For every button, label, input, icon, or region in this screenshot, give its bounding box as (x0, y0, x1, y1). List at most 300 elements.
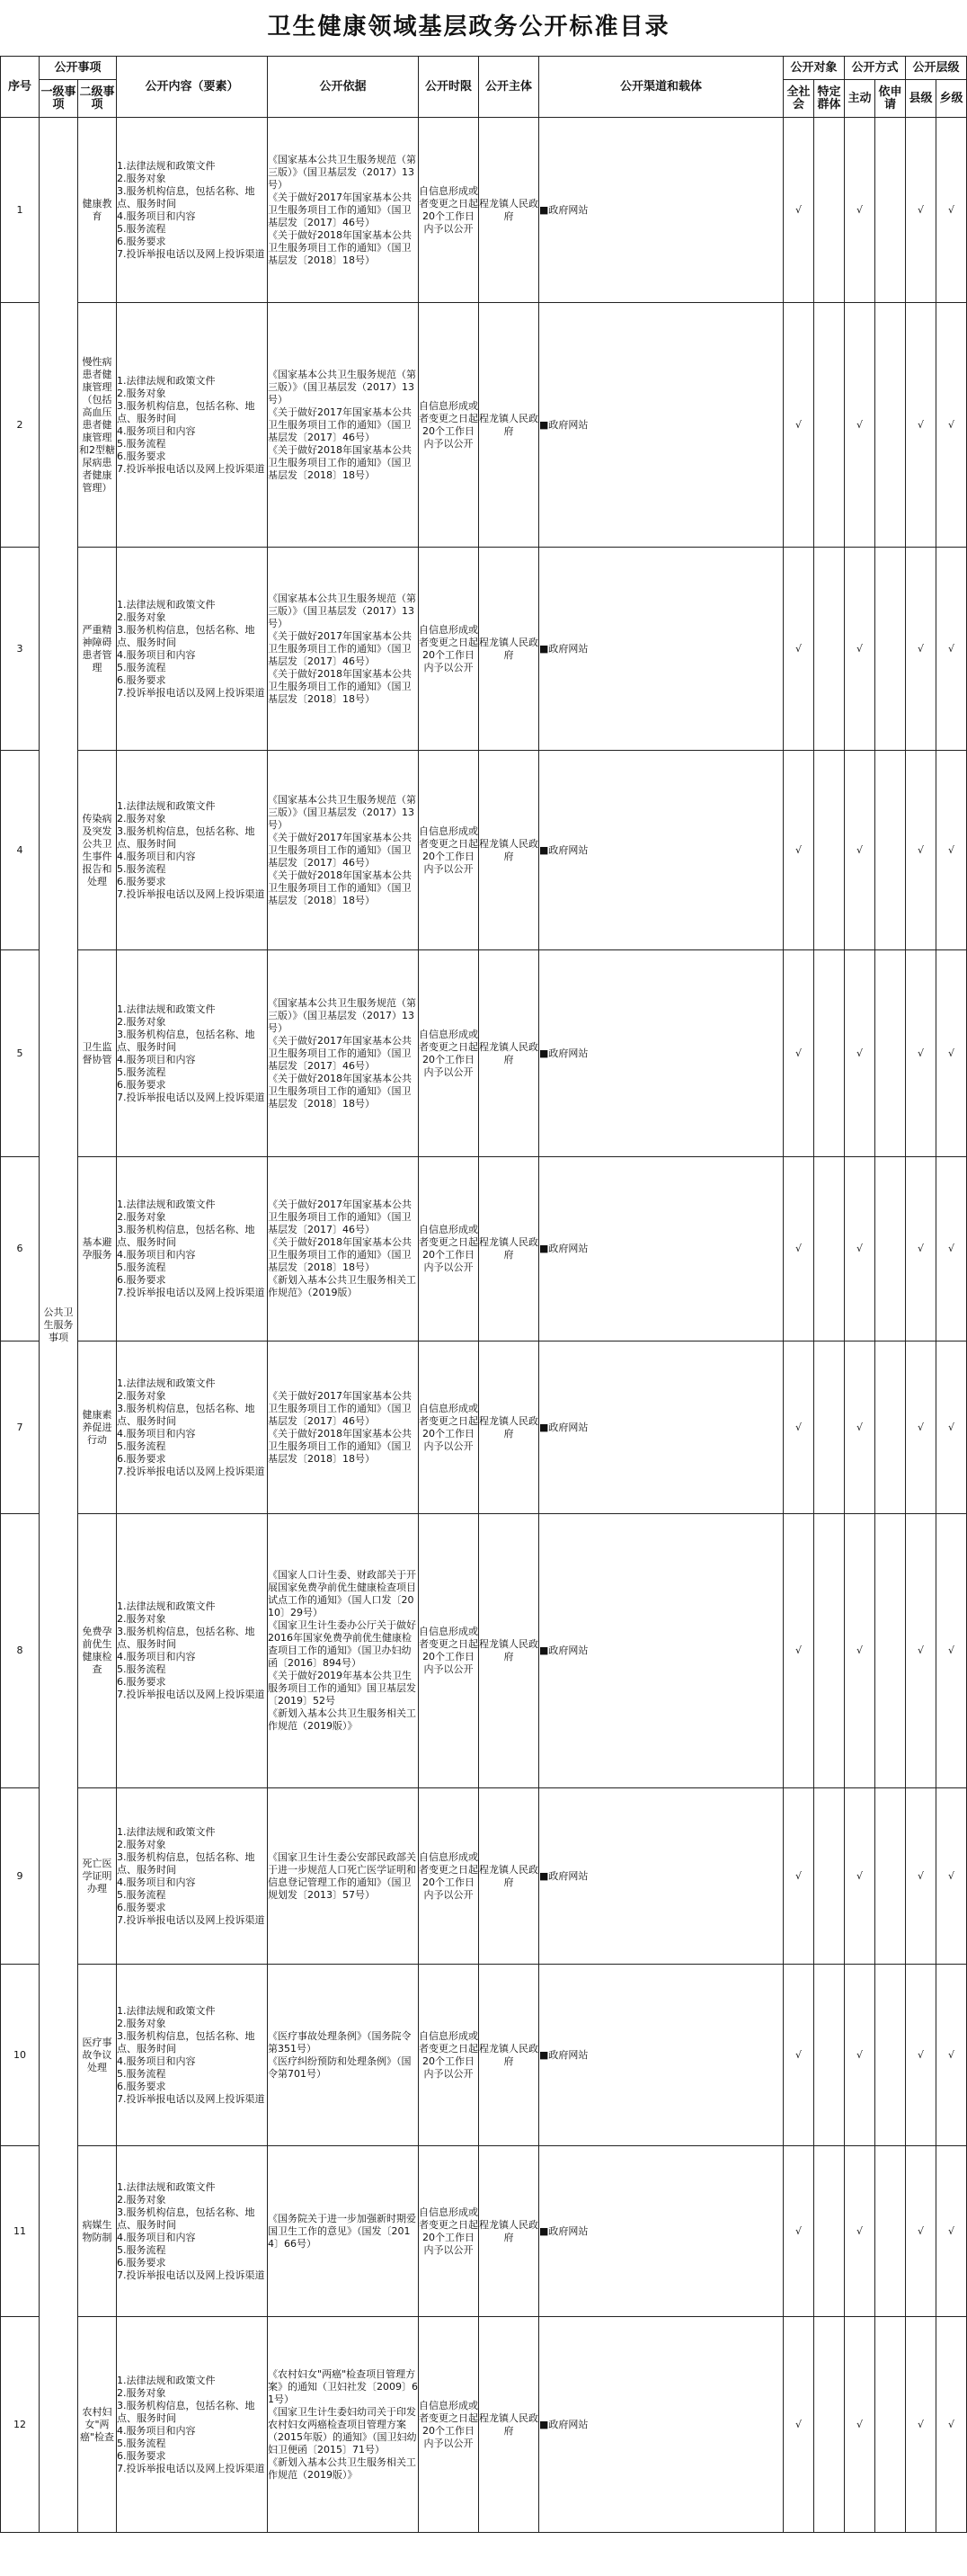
content-cell-line: 6.服务要求 (117, 450, 166, 462)
header-method: 公开方式 (845, 57, 906, 80)
check-target-specific (814, 303, 845, 548)
channel-cell: ■政府网站 (539, 303, 784, 548)
basis-cell (268, 751, 419, 950)
table-body (1, 118, 967, 2533)
content-cell-line: 3.服务机构信息，包括名称、地点、服务时间 (117, 2399, 255, 2424)
check-method-active: √ (845, 303, 875, 548)
check-target-all: √ (784, 751, 814, 950)
check-method-active: √ (845, 2317, 875, 2533)
check-target-all: √ (784, 548, 814, 751)
channel-cell: ■政府网站 (539, 118, 784, 303)
content-cell-line: 5.服务流程 (117, 437, 166, 450)
content-cell-line: 1.法律法规和政策文件 (117, 159, 216, 172)
content-cell-line: 6.服务要求 (117, 235, 166, 247)
content-cell-line: 5.服务流程 (117, 1065, 166, 1078)
check-method-apply (875, 118, 906, 303)
header-method-active: 主动 (845, 80, 875, 118)
check-level-county: √ (906, 1965, 936, 2146)
content-cell-line: 7.投诉举报电话以及网上投诉渠道 (117, 1091, 265, 1103)
content-cell-line: 4.服务项目和内容 (117, 209, 196, 222)
check-target-all: √ (784, 1514, 814, 1788)
check-target-all: √ (784, 118, 814, 303)
table-row (1, 2317, 967, 2533)
basis-cell (268, 2317, 419, 2533)
check-level-town: √ (936, 2146, 967, 2317)
check-target-all: √ (784, 2146, 814, 2317)
content-cell-line: 3.服务机构信息，包括名称、地点、服务时间 (117, 399, 255, 424)
basis-cell (268, 950, 419, 1157)
time-cell: 自信息形成或者变更之日起20个工作日内予以公开 (419, 2146, 479, 2317)
check-target-specific (814, 1341, 845, 1514)
check-method-active: √ (845, 118, 875, 303)
level2-item: 基本避孕服务 (78, 1157, 117, 1341)
check-level-county: √ (906, 1341, 936, 1514)
content-cell-line: 7.投诉举报电话以及网上投诉渠道 (117, 2268, 265, 2281)
check-method-active: √ (845, 751, 875, 950)
row-seq: 8 (1, 1514, 40, 1788)
content-cell-line: 7.投诉举报电话以及网上投诉渠道 (117, 1465, 265, 1477)
basis-cell-line: 《国家人口计生委、财政部关于开展国家免费孕前优生健康检查项目试点工作的通知》（国人口发〔2010〕29号） (268, 1569, 417, 1618)
content-cell-line: 3.服务机构信息，包括名称、地点、服务时间 (117, 1850, 255, 1876)
basis-cell-line: 《关于做好2017年国家基本公共卫生服务项目工作的通知》（国卫基层发〔2017〕46号） (268, 629, 413, 667)
content-cell-line: 3.服务机构信息，包括名称、地点、服务时间 (117, 2029, 255, 2055)
table-row (1, 950, 967, 1157)
check-target-all: √ (784, 1965, 814, 2146)
check-method-apply (875, 303, 906, 548)
row-seq: 9 (1, 1788, 40, 1965)
basis-cell-line: 《医疗纠纷预防和处理条例》（国令第701号） (268, 2055, 412, 2080)
check-level-county: √ (906, 303, 936, 548)
content-cell-line: 1.法律法规和政策文件 (117, 2004, 216, 2017)
basis-cell-line: 《关于做好2017年国家基本公共卫生服务项目工作的通知》（国卫基层发〔2017〕46号） (268, 1389, 413, 1427)
subject-cell: 程龙镇人民政府 (479, 1341, 539, 1514)
basis-cell-line: 《关于做好2017年国家基本公共卫生服务项目工作的通知》（国卫基层发〔2017〕46号） (268, 1199, 413, 1235)
content-cell-line: 5.服务流程 (117, 661, 166, 673)
content-cell (117, 118, 268, 303)
content-cell (117, 548, 268, 751)
content-cell-line: 4.服务项目和内容 (117, 1876, 196, 1888)
content-cell-line: 1.法律法规和政策文件 (117, 598, 216, 611)
content-cell (117, 303, 268, 548)
content-cell-line: 7.投诉举报电话以及网上投诉渠道 (117, 686, 265, 699)
subject-cell: 程龙镇人民政府 (479, 2146, 539, 2317)
content-cell-line: 6.服务要求 (117, 1676, 166, 1688)
subject-cell: 程龙镇人民政府 (479, 1157, 539, 1341)
content-cell-line: 2.服务对象 (117, 1211, 166, 1223)
subject-cell: 程龙镇人民政府 (479, 1965, 539, 2146)
time-cell: 自信息形成或者变更之日起20个工作日内予以公开 (419, 1514, 479, 1788)
time-cell: 自信息形成或者变更之日起20个工作日内予以公开 (419, 1965, 479, 2146)
content-cell-line: 5.服务流程 (117, 1888, 166, 1901)
content-cell-line: 2.服务对象 (117, 1389, 166, 1402)
content-cell-line: 2.服务对象 (117, 1613, 166, 1625)
content-cell-line: 5.服务流程 (117, 2067, 166, 2080)
subject-cell: 程龙镇人民政府 (479, 548, 539, 751)
content-cell (117, 751, 268, 950)
content-cell-line: 2.服务对象 (117, 2386, 166, 2399)
channel-cell: ■政府网站 (539, 2146, 784, 2317)
subject-cell: 程龙镇人民政府 (479, 1788, 539, 1965)
check-method-apply (875, 1965, 906, 2146)
basis-cell-line: 《关于做好2017年国家基本公共卫生服务项目工作的通知》（国卫基层发〔2017〕46号） (268, 1034, 413, 1072)
row-seq: 4 (1, 751, 40, 950)
basis-cell-line: 《国家卫生计生委妇幼司关于印发农村妇女两癌检查项目管理方案（2015年版）的通知》（国卫妇幼妇卫便函〔2015〕71号） (268, 2405, 417, 2456)
content-cell-line: 2.服务对象 (117, 2193, 166, 2206)
basis-cell-line: 《关于做好2019年基本公共卫生服务项目工作的通知》国卫基层发〔2019〕52号 (268, 1670, 417, 1707)
check-method-apply (875, 548, 906, 751)
row-seq: 6 (1, 1157, 40, 1341)
time-cell: 自信息形成或者变更之日起20个工作日内予以公开 (419, 1341, 479, 1514)
check-target-all: √ (784, 1341, 814, 1514)
subject-cell: 程龙镇人民政府 (479, 1514, 539, 1788)
basis-cell-line: 《关于做好2018年国家基本公共卫生服务项目工作的通知》（国卫基层发〔2018〕18号） (268, 228, 413, 266)
content-cell-line: 4.服务项目和内容 (117, 1053, 196, 1065)
check-level-county: √ (906, 2317, 936, 2533)
header-method-apply: 依申请 (875, 80, 906, 118)
header-time: 公开时限 (419, 57, 479, 118)
subject-cell: 程龙镇人民政府 (479, 2317, 539, 2533)
level2-item: 免费孕前优生健康检查 (78, 1514, 117, 1788)
level2-item: 死亡医学证明办理 (78, 1788, 117, 1965)
table-row (1, 118, 967, 303)
basis-cell-line: 《国家基本公共卫生服务规范（第三版）》（国卫基层发（2017）13号） (268, 368, 417, 406)
channel-cell: ■政府网站 (539, 1514, 784, 1788)
time-cell: 自信息形成或者变更之日起20个工作日内予以公开 (419, 950, 479, 1157)
basis-cell-line: 《国家基本公共卫生服务规范（第三版）》（国卫基层发（2017）13号） (268, 153, 417, 191)
content-cell-line: 4.服务项目和内容 (117, 424, 196, 437)
content-cell-line: 5.服务流程 (117, 862, 166, 875)
content-cell-line: 7.投诉举报电话以及网上投诉渠道 (117, 1689, 265, 1700)
time-cell: 自信息形成或者变更之日起20个工作日内予以公开 (419, 1157, 479, 1341)
channel-cell: ■政府网站 (539, 2317, 784, 2533)
check-method-apply (875, 1157, 906, 1341)
content-cell-line: 4.服务项目和内容 (117, 2424, 196, 2437)
content-cell-line: 4.服务项目和内容 (117, 1249, 196, 1261)
level1-item: 公共卫生服务事项 (40, 118, 78, 2533)
basis-cell (268, 548, 419, 751)
channel-cell: ■政府网站 (539, 1788, 784, 1965)
content-cell-line: 6.服务要求 (117, 673, 166, 686)
check-level-town: √ (936, 303, 967, 548)
time-cell: 自信息形成或者变更之日起20个工作日内予以公开 (419, 1788, 479, 1965)
check-level-town: √ (936, 1788, 967, 1965)
content-cell (117, 1514, 268, 1788)
check-target-all: √ (784, 1157, 814, 1341)
basis-cell (268, 1965, 419, 2146)
catalog-table (0, 56, 967, 2533)
check-method-apply (875, 2146, 906, 2317)
check-level-town: √ (936, 751, 967, 950)
check-level-town: √ (936, 1341, 967, 1514)
check-target-specific (814, 1788, 845, 1965)
check-method-apply (875, 950, 906, 1157)
check-level-town: √ (936, 548, 967, 751)
content-cell-line: 3.服务机构信息，包括名称、地点、服务时间 (117, 1028, 255, 1053)
content-cell-line: 3.服务机构信息，包括名称、地点、服务时间 (117, 1402, 255, 1427)
check-target-specific (814, 1965, 845, 2146)
check-level-town: √ (936, 1965, 967, 2146)
content-cell-line: 6.服务要求 (117, 1452, 166, 1465)
check-target-specific (814, 1157, 845, 1341)
header-level: 公开层级 (906, 57, 967, 80)
row-seq: 5 (1, 950, 40, 1157)
subject-cell: 程龙镇人民政府 (479, 950, 539, 1157)
content-cell-line: 7.投诉举报电话以及网上投诉渠道 (117, 247, 265, 260)
channel-cell: ■政府网站 (539, 751, 784, 950)
basis-cell-line: 《新划入基本公共卫生服务相关工作规范》（2019版） (268, 1274, 417, 1298)
content-cell-line: 7.投诉举报电话以及网上投诉渠道 (117, 1913, 265, 1926)
basis-cell-line: 《国家卫生计生委公安部民政部关于进一步规范人口死亡医学证明和信息登记管理工作的通知》（国卫规划发〔2013〕57号） (268, 1850, 417, 1901)
check-method-active: √ (845, 1157, 875, 1341)
content-cell-line: 4.服务项目和内容 (117, 2231, 196, 2243)
check-method-apply (875, 1514, 906, 1788)
content-cell-line: 7.投诉举报电话以及网上投诉渠道 (117, 2462, 265, 2474)
basis-cell-line: 《国务院关于进一步加强新时期爱国卫生工作的意见》（国发〔2014〕66号） (268, 2212, 417, 2250)
basis-cell (268, 1157, 419, 1341)
table-row (1, 1965, 967, 2146)
header-matter: 公开事项 (40, 57, 117, 80)
basis-cell-line: 《关于做好2017年国家基本公共卫生服务项目工作的通知》（国卫基层发〔2017〕46号） (268, 191, 413, 228)
basis-cell (268, 1788, 419, 1965)
header-target: 公开对象 (784, 57, 845, 80)
row-seq: 11 (1, 2146, 40, 2317)
table-row (1, 548, 967, 751)
content-cell-line: 1.法律法规和政策文件 (117, 1377, 216, 1389)
content-cell (117, 950, 268, 1157)
content-cell-line: 4.服务项目和内容 (117, 850, 196, 862)
basis-cell-line: 《关于做好2017年国家基本公共卫生服务项目工作的通知》（国卫基层发〔2017〕46号） (268, 831, 413, 869)
check-method-apply (875, 1341, 906, 1514)
content-cell-line: 7.投诉举报电话以及网上投诉渠道 (117, 462, 265, 475)
check-target-specific (814, 751, 845, 950)
subject-cell: 程龙镇人民政府 (479, 118, 539, 303)
basis-cell (268, 1341, 419, 1514)
content-cell-line: 1.法律法规和政策文件 (117, 799, 216, 812)
check-target-all: √ (784, 950, 814, 1157)
basis-cell-line: 《关于做好2018年国家基本公共卫生服务项目工作的通知》（国卫基层发〔2018〕18号） (268, 1236, 413, 1273)
row-seq: 1 (1, 118, 40, 303)
level2-item: 慢性病患者健康管理（包括高血压患者健康管理和2型糖尿病患者健康管理） (78, 303, 117, 548)
check-level-county: √ (906, 950, 936, 1157)
content-cell-line: 1.法律法规和政策文件 (117, 1003, 216, 1015)
basis-cell-line: 《关于做好2018年国家基本公共卫生服务项目工作的通知》（国卫基层发〔2018〕18号） (268, 1072, 413, 1110)
check-method-active: √ (845, 950, 875, 1157)
content-cell-line: 5.服务流程 (117, 2243, 166, 2256)
content-cell-line: 5.服务流程 (117, 2437, 166, 2449)
check-target-specific (814, 950, 845, 1157)
content-cell-line: 3.服务机构信息，包括名称、地点、服务时间 (117, 2206, 255, 2231)
check-level-county: √ (906, 1788, 936, 1965)
content-cell-line: 2.服务对象 (117, 387, 166, 399)
basis-cell (268, 2146, 419, 2317)
content-cell-line: 1.法律法规和政策文件 (117, 2180, 216, 2193)
check-level-town: √ (936, 118, 967, 303)
content-cell-line: 6.服务要求 (117, 1901, 166, 1913)
content-cell-line: 2.服务对象 (117, 812, 166, 824)
row-seq: 12 (1, 2317, 40, 2533)
basis-cell (268, 303, 419, 548)
content-cell (117, 1341, 268, 1514)
check-level-county: √ (906, 1514, 936, 1788)
content-cell-line: 2.服务对象 (117, 1838, 166, 1850)
check-target-specific (814, 548, 845, 751)
header-level1: 一级事项 (40, 80, 78, 118)
basis-cell-line: 《关于做好2018年国家基本公共卫生服务项目工作的通知》（国卫基层发〔2018〕18号） (268, 667, 413, 705)
content-cell-line: 3.服务机构信息，包括名称、地点、服务时间 (117, 1626, 255, 1650)
content-cell-line: 3.服务机构信息，包括名称、地点、服务时间 (117, 623, 255, 648)
content-cell-line: 4.服务项目和内容 (117, 648, 196, 661)
level2-item: 病媒生物防制 (78, 2146, 117, 2317)
table-row (1, 303, 967, 548)
check-method-apply (875, 1788, 906, 1965)
basis-cell (268, 1514, 419, 1788)
basis-cell-line: 《国家基本公共卫生服务规范（第三版）》（国卫基层发（2017）13号） (268, 996, 417, 1034)
header-target-specific: 特定群体 (814, 80, 845, 118)
header-content: 公开内容（要素） (117, 57, 268, 118)
time-cell: 自信息形成或者变更之日起20个工作日内予以公开 (419, 751, 479, 950)
level2-item: 健康素养促进行动 (78, 1341, 117, 1514)
time-cell: 自信息形成或者变更之日起20个工作日内予以公开 (419, 118, 479, 303)
level2-item: 严重精神障碍患者管理 (78, 548, 117, 751)
check-target-specific (814, 2146, 845, 2317)
row-seq: 10 (1, 1965, 40, 2146)
basis-cell-line: 《医疗事故处理条例》（国务院令第351号） (268, 2029, 412, 2055)
content-cell-line: 4.服务项目和内容 (117, 1427, 196, 1440)
content-cell-line: 3.服务机构信息，包括名称、地点、服务时间 (117, 824, 255, 850)
content-cell-line: 5.服务流程 (117, 1440, 166, 1452)
basis-cell-line: 《关于做好2018年国家基本公共卫生服务项目工作的通知》（国卫基层发〔2018〕18号） (268, 1427, 413, 1465)
content-cell-line: 5.服务流程 (117, 1261, 166, 1273)
basis-cell-line: 《新划入基本公共卫生服务相关工作规范（2019版）》 (268, 2456, 417, 2481)
header-level-town: 乡级 (936, 80, 967, 118)
check-target-all: √ (784, 2317, 814, 2533)
check-method-active: √ (845, 2146, 875, 2317)
time-cell: 自信息形成或者变更之日起20个工作日内予以公开 (419, 2317, 479, 2533)
check-target-all: √ (784, 1788, 814, 1965)
table-row (1, 1341, 967, 1514)
check-target-specific (814, 2317, 845, 2533)
content-cell-line: 7.投诉举报电话以及网上投诉渠道 (117, 887, 265, 900)
check-method-active: √ (845, 1965, 875, 2146)
content-cell-line: 5.服务流程 (117, 1663, 166, 1675)
header-target-all: 全社会 (784, 80, 814, 118)
channel-cell: ■政府网站 (539, 1965, 784, 2146)
content-cell-line: 3.服务机构信息，包括名称、地点、服务时间 (117, 1224, 255, 1248)
check-method-apply (875, 751, 906, 950)
basis-cell-line: 《国家卫生计生委办公厅关于做好2016年国家免费孕前优生健康检查项目工作的通知》（国卫办妇幼函〔2016〕894号） (268, 1619, 417, 1669)
basis-cell-line: 《新划入基本公共卫生服务相关工作规范（2019版）》 (268, 1707, 417, 1732)
basis-cell-line: 《国家基本公共卫生服务规范（第三版）》（国卫基层发（2017）13号） (268, 793, 417, 831)
check-method-active: √ (845, 1788, 875, 1965)
header-channel: 公开渠道和载体 (539, 57, 784, 118)
table-row (1, 751, 967, 950)
content-cell (117, 1788, 268, 1965)
content-cell (117, 1157, 268, 1341)
header-subject: 公开主体 (479, 57, 539, 118)
check-level-town: √ (936, 1157, 967, 1341)
content-cell-line: 6.服务要求 (117, 1078, 166, 1091)
content-cell-line: 7.投诉举报电话以及网上投诉渠道 (117, 2092, 265, 2105)
check-level-county: √ (906, 1157, 936, 1341)
level2-item: 农村妇女"两癌"检查 (78, 2317, 117, 2533)
table-row (1, 1514, 967, 1788)
channel-cell: ■政府网站 (539, 1157, 784, 1341)
table-row (1, 1788, 967, 1965)
level2-item: 健康教育 (78, 118, 117, 303)
level2-item: 卫生监督协管 (78, 950, 117, 1157)
check-method-apply (875, 2317, 906, 2533)
level2-item: 传染病及突发公共卫生事件报告和处理 (78, 751, 117, 950)
row-seq: 7 (1, 1341, 40, 1514)
basis-cell-line: 《关于做好2018年国家基本公共卫生服务项目工作的通知》（国卫基层发〔2018〕18号） (268, 443, 413, 481)
content-cell-line: 1.法律法规和政策文件 (117, 374, 216, 387)
table-row (1, 2146, 967, 2317)
content-cell-line: 6.服务要求 (117, 875, 166, 887)
content-cell-line: 1.法律法规和政策文件 (117, 1199, 216, 1210)
content-cell-line: 5.服务流程 (117, 222, 166, 235)
subject-cell: 程龙镇人民政府 (479, 303, 539, 548)
content-cell-line: 2.服务对象 (117, 2017, 166, 2029)
header-seq: 序号 (1, 57, 40, 118)
content-cell-line: 6.服务要求 (117, 2256, 166, 2268)
content-cell-line: 1.法律法规和政策文件 (117, 1825, 216, 1838)
channel-cell: ■政府网站 (539, 950, 784, 1157)
table-row (1, 1157, 967, 1341)
check-level-county: √ (906, 118, 936, 303)
check-target-specific (814, 118, 845, 303)
check-level-town: √ (936, 2317, 967, 2533)
check-method-active: √ (845, 1514, 875, 1788)
row-seq: 3 (1, 548, 40, 751)
check-level-county: √ (906, 751, 936, 950)
check-level-town: √ (936, 950, 967, 1157)
check-level-county: √ (906, 2146, 936, 2317)
subject-cell: 程龙镇人民政府 (479, 751, 539, 950)
time-cell: 自信息形成或者变更之日起20个工作日内予以公开 (419, 303, 479, 548)
check-target-all: √ (784, 303, 814, 548)
basis-cell-line: 《国家基本公共卫生服务规范（第三版）》（国卫基层发（2017）13号） (268, 592, 417, 629)
content-cell-line: 4.服务项目和内容 (117, 1651, 196, 1662)
check-target-specific (814, 1514, 845, 1788)
content-cell-line: 2.服务对象 (117, 1015, 166, 1028)
channel-cell: ■政府网站 (539, 1341, 784, 1514)
content-cell-line: 1.法律法规和政策文件 (117, 1600, 216, 1612)
check-method-active: √ (845, 1341, 875, 1514)
check-level-county: √ (906, 548, 936, 751)
channel-cell: ■政府网站 (539, 548, 784, 751)
header-level2: 二级事项 (78, 80, 117, 118)
content-cell (117, 2146, 268, 2317)
check-level-town: √ (936, 1514, 967, 1788)
content-cell (117, 2317, 268, 2533)
row-seq: 2 (1, 303, 40, 548)
check-method-active: √ (845, 548, 875, 751)
content-cell-line: 6.服务要求 (117, 2080, 166, 2092)
header-level-county: 县级 (906, 80, 936, 118)
content-cell-line: 4.服务项目和内容 (117, 2055, 196, 2067)
content-cell-line: 7.投诉举报电话以及网上投诉渠道 (117, 1287, 265, 1298)
header-basis: 公开依据 (268, 57, 419, 118)
basis-cell-line: 《关于做好2018年国家基本公共卫生服务项目工作的通知》（国卫基层发〔2018〕18号） (268, 869, 413, 906)
basis-cell (268, 118, 419, 303)
time-cell: 自信息形成或者变更之日起20个工作日内予以公开 (419, 548, 479, 751)
content-cell-line: 6.服务要求 (117, 2449, 166, 2462)
basis-cell-line: 《农村妇女"两癌"检查项目管理方案》的通知（卫妇社发〔2009〕61号） (268, 2367, 419, 2405)
content-cell-line: 2.服务对象 (117, 172, 166, 184)
level2-item: 医疗事故争议处理 (78, 1965, 117, 2146)
content-cell-line: 1.法律法规和政策文件 (117, 2374, 216, 2386)
page-title: 卫生健康领域基层政务公开标准目录 (267, 13, 670, 40)
